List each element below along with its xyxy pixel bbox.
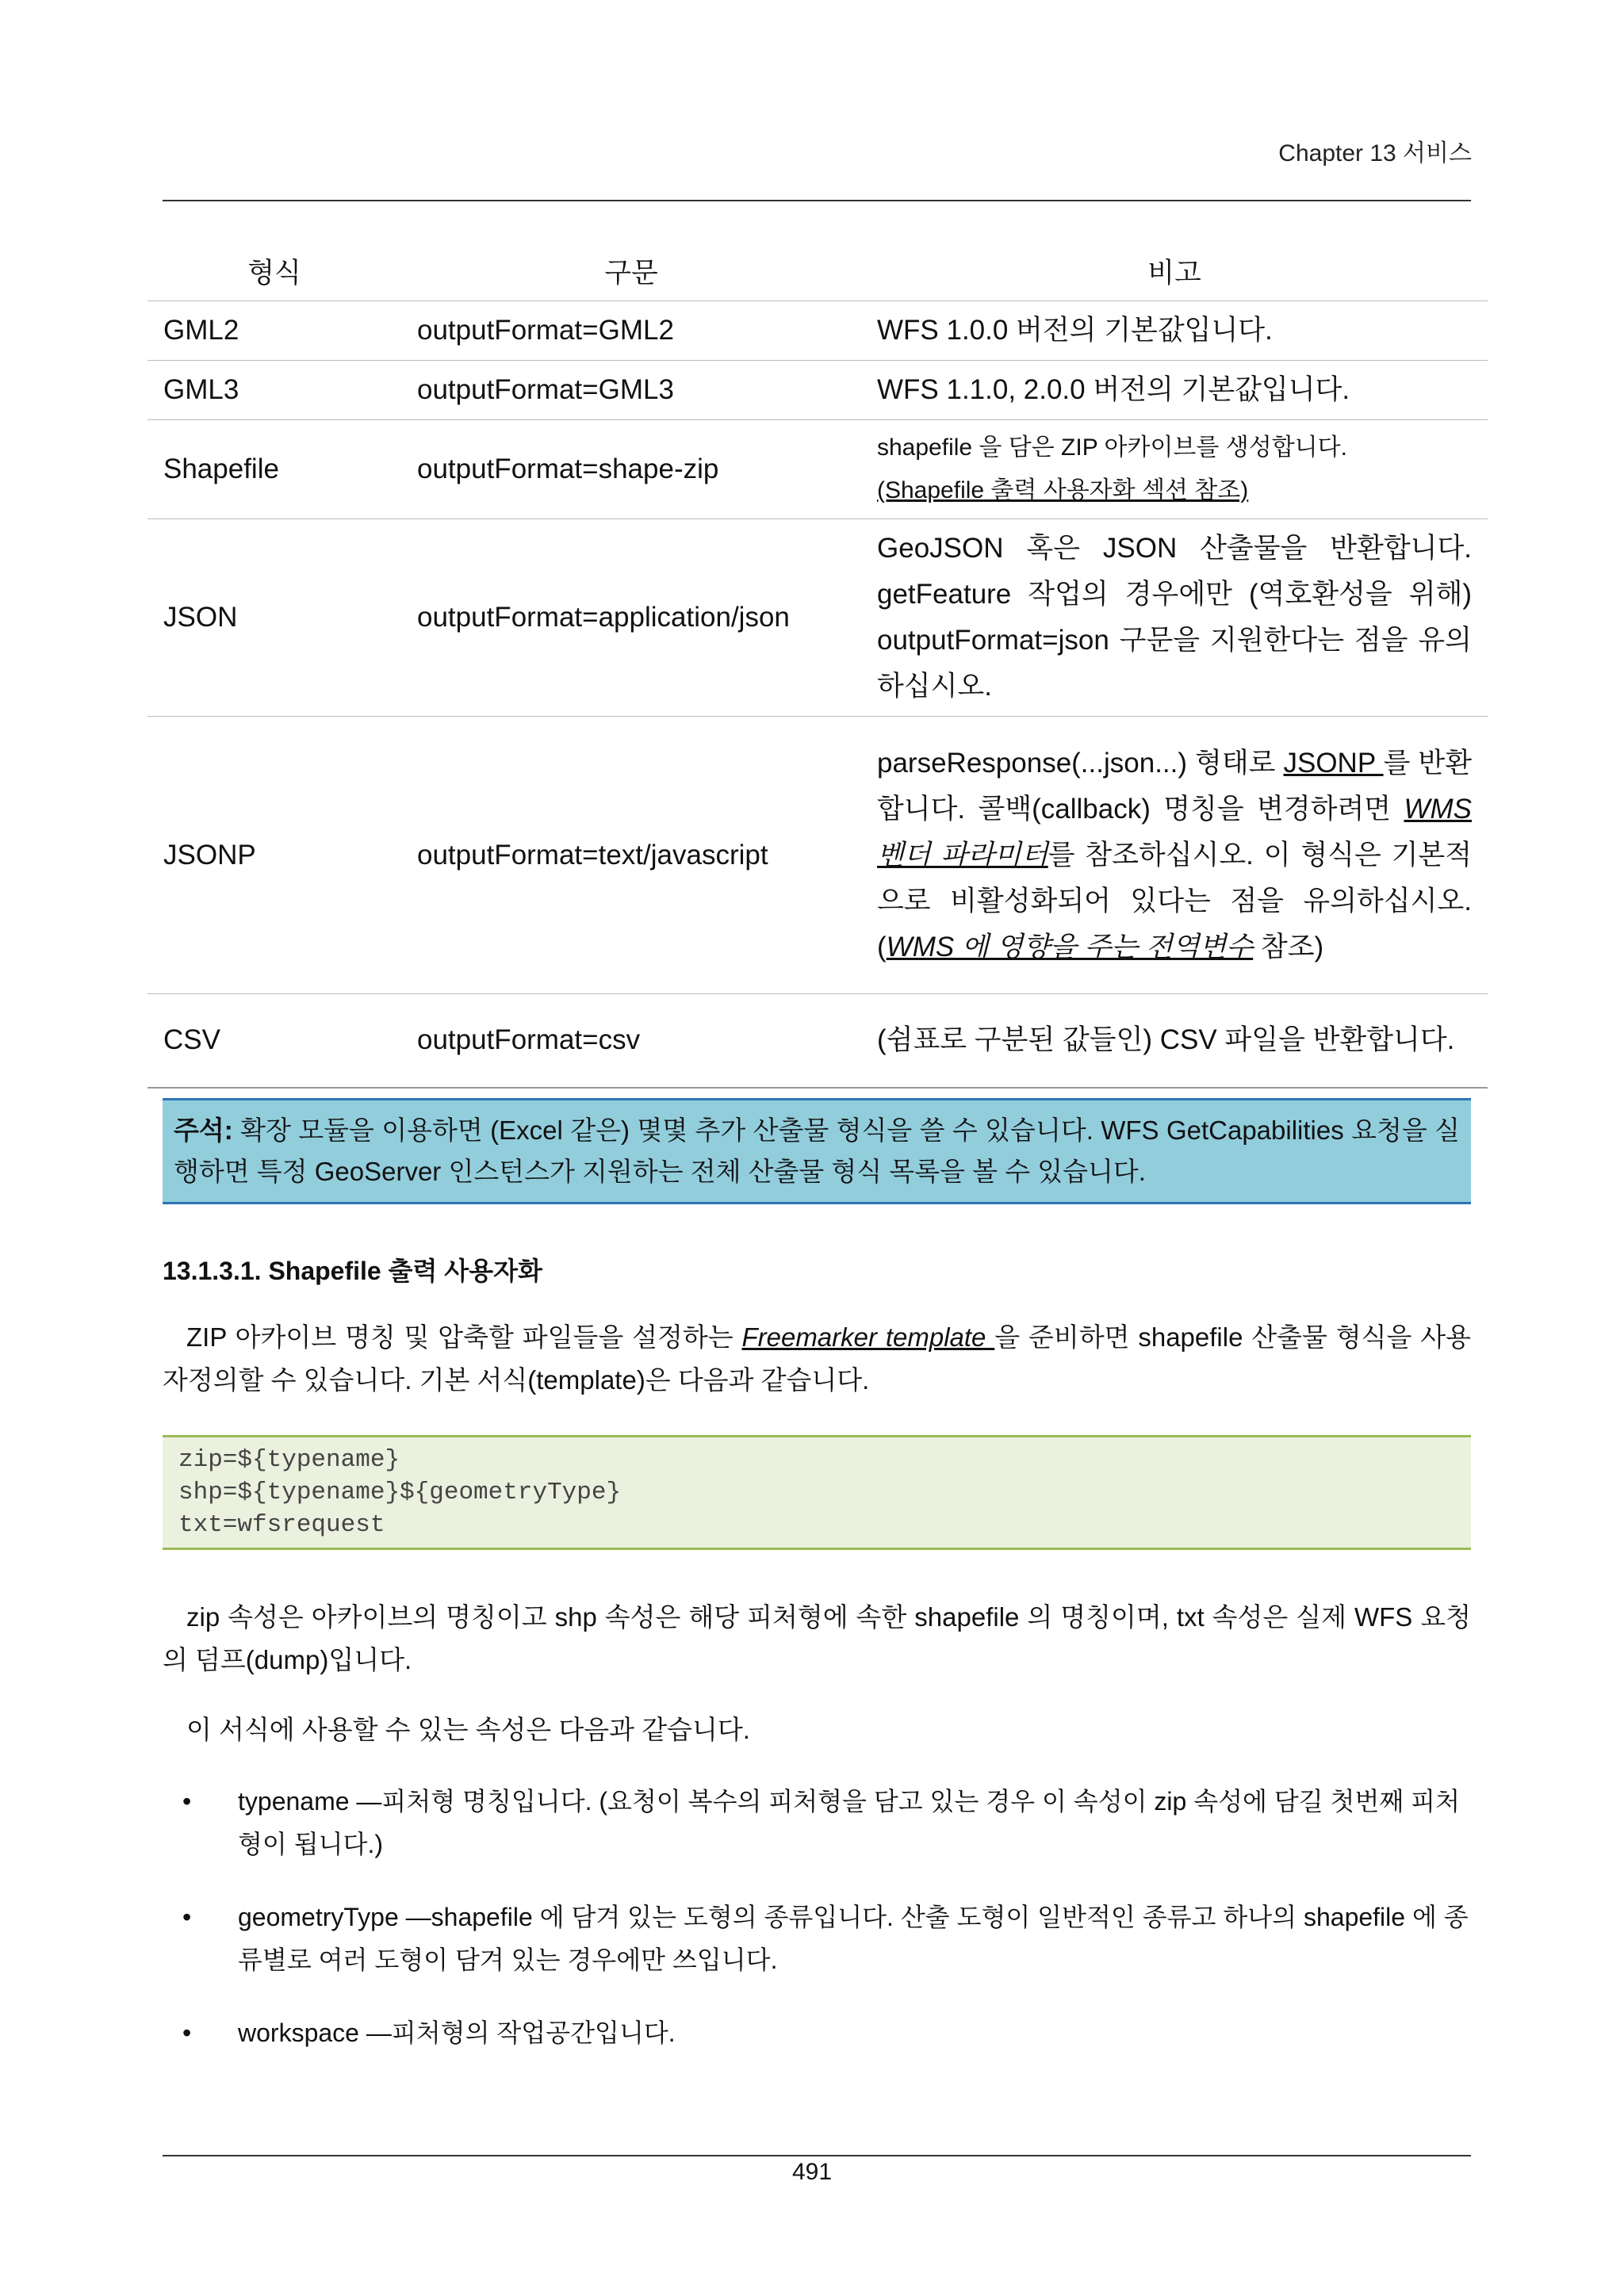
page-number: 491 [791,2159,833,2185]
intro-text: ZIP 아카이브 명칭 및 압축할 파일들을 설정하는 [186,1322,742,1352]
intro-text: 을 준비하면 shapefile 산출물 형식을 사용자정의할 수 있습니다. 기본 서식(template)은 다음과 같습니다. [163,1322,1472,1395]
syntax-cell: outputFormat=GML3 [401,361,861,420]
format-cell: JSONP [147,717,401,994]
format-cell: CSV [147,994,401,1088]
remark-text: 를 참조하십시오. 이 형식은 기본적으로 비활성화되어 있다는 점을 유의하십시오. ( [877,839,1472,962]
list-item [182,1896,1471,1981]
format-cell: Shapefile [147,420,401,519]
table-row [147,519,1488,717]
syntax-cell: outputFormat=application/json [401,519,861,717]
attribute-list [182,1780,1471,2084]
remark-text: parseResponse(...json...) 형태로 [877,747,1284,779]
format-cell: GML2 [147,301,401,361]
table-row [147,717,1488,994]
column-header-syntax: 구문 [401,242,861,301]
syntax-cell: outputFormat=shape-zip [401,420,861,519]
remark-text: shapefile 을 담은 ZIP 아카이브를 생성합니다. [877,434,1347,461]
syntax-cell: outputFormat=GML2 [401,301,861,361]
column-header-format: 형식 [147,242,401,301]
remark-text: 참조) [1253,931,1324,962]
attribute-list-intro: 이 서식에 사용할 수 있는 속성은 다음과 같습니다. [186,1715,750,1744]
format-cell: GML3 [147,361,401,420]
bullet-icon: • [182,2019,192,2047]
remark-cell: (쉼표로 구분된 값들인) CSV 파일을 반환합니다. [861,994,1488,1088]
shapefile-section-link[interactable]: (Shapefile 출력 사용자화 섹션 참조) [877,477,1249,503]
table-row [147,301,1488,361]
code-block [163,1435,1471,1550]
bullet-icon: • [182,1903,192,1931]
intro-paragraph [163,1316,1471,1402]
table-row [147,361,1488,420]
wms-vendor-params-link[interactable]: WMS 벤더 파라미터 [877,793,1472,871]
section-heading: 13.1.3.1. Shapefile 출력 사용자화 [163,1257,542,1285]
code-line: shp=${typename}${geometryType} [178,1479,622,1506]
remark-text: 를 반환합니다. 콜백(callback) 명칭을 변경하려면 [877,747,1473,825]
column-header-remark: 비고 [861,242,1488,301]
remark-cell [861,420,1488,519]
remark-cell: GeoJSON 혹은 JSON 산출물을 반환합니다. getFeature 작업의 경우에만 (역호환성을 위해) outputFormat=json 구문을 지원한다는 점을 유의하십시오. [861,519,1488,717]
syntax-cell: outputFormat=csv [401,994,861,1088]
wms-global-vars-link[interactable]: WMS 에 영향을 주는 전역변수 [886,931,1254,962]
output-format-table [147,242,1488,1089]
header-rule [163,200,1471,201]
note-box [163,1098,1471,1204]
table-row [147,420,1488,519]
code-line: zip=${typename} [178,1446,400,1474]
remark-cell: WFS 1.0.0 버전의 기본값입니다. [861,301,1488,361]
bullet-icon: • [182,1787,192,1816]
code-line: txt=wfsrequest [178,1511,385,1539]
list-item-text: typename —피처형 명칭입니다. (요청이 복수의 피처형을 담고 있는 경우 이 속성이 zip 속성에 담길 첫번째 피처형이 됩니다.) [238,1787,1461,1858]
running-head: Chapter 13 서비스 [1278,140,1472,166]
list-item [182,1780,1471,1866]
table-row [147,994,1488,1088]
note-text: 확장 모듈을 이용하면 (Excel 같은) 몇몇 추가 산출물 형식을 쓸 수 있습니다. WFS GetCapabilities 요청을 실행하면 특정 GeoServer 인스턴스가 지원하는 전체 산출물 형식 목록을 볼 수 있습니다. [174,1115,1460,1186]
footer-rule [163,2155,1471,2156]
note-label: 주석: [174,1115,233,1145]
format-cell: JSON [147,519,401,717]
freemarker-template-link[interactable]: Freemarker template [741,1322,995,1352]
list-item [182,2011,1471,2054]
list-item-text: geometryType —shapefile 에 담겨 있는 도형의 종류입니다. 산출 도형이 일반적인 종류고 하나의 shapefile 에 종류별로 여러 도형이 담겨 있는 경우에만 쓰입니다. [238,1903,1469,1974]
syntax-cell: outputFormat=text/javascript [401,717,861,994]
attribute-paragraph: zip 속성은 아카이브의 명칭이고 shp 속성은 해당 피처형에 속한 shapefile 의 명칭이며, txt 속성은 실제 WFS 요청의 덤프(dump)입니다. [163,1602,1471,1674]
table-header-row [147,242,1488,301]
remark-cell: WFS 1.1.0, 2.0.0 버전의 기본값입니다. [861,361,1488,420]
jsonp-link[interactable]: JSONP [1283,747,1384,779]
remark-cell [861,717,1488,994]
list-item-text: workspace —피처형의 작업공간입니다. [238,2019,676,2047]
